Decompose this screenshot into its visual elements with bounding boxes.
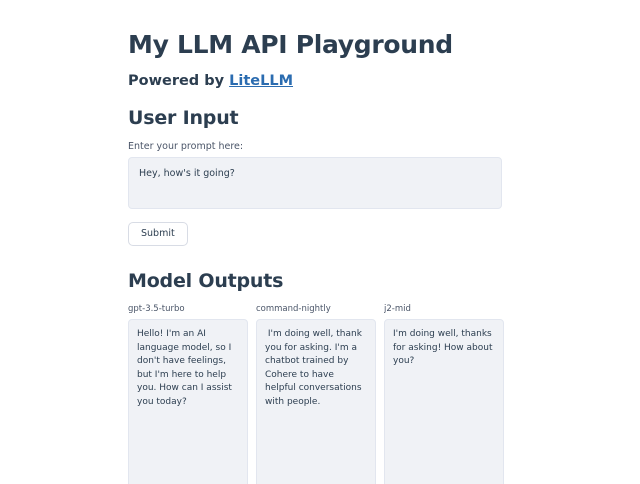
submit-row bbox=[128, 221, 504, 246]
output-column-j2-mid bbox=[384, 304, 504, 484]
litellm-link[interactable]: LiteLLM bbox=[229, 73, 294, 89]
powered-by-line bbox=[128, 73, 504, 89]
output-text-j2-mid[interactable] bbox=[384, 319, 504, 484]
output-column-gpt-3-5-turbo bbox=[128, 304, 248, 484]
powered-by-prefix: Powered by bbox=[128, 73, 230, 89]
model-outputs-row bbox=[128, 304, 504, 484]
output-text-gpt-3-5-turbo[interactable] bbox=[128, 319, 248, 484]
output-column-command-nightly bbox=[256, 304, 376, 484]
output-label-j2-mid: j2-mid bbox=[384, 304, 411, 315]
user-input-heading: User Input bbox=[128, 107, 239, 129]
prompt-input[interactable] bbox=[128, 157, 502, 209]
output-label-gpt-3-5-turbo: gpt-3.5-turbo bbox=[128, 304, 185, 315]
output-label-command-nightly: command-nightly bbox=[256, 304, 331, 315]
page-title: My LLM API Playground bbox=[128, 30, 453, 59]
output-text-command-nightly[interactable] bbox=[256, 319, 376, 484]
prompt-label: Enter your prompt here: bbox=[128, 141, 244, 152]
model-outputs-heading: Model Outputs bbox=[128, 270, 284, 293]
submit-button[interactable]: Submit bbox=[128, 222, 188, 246]
